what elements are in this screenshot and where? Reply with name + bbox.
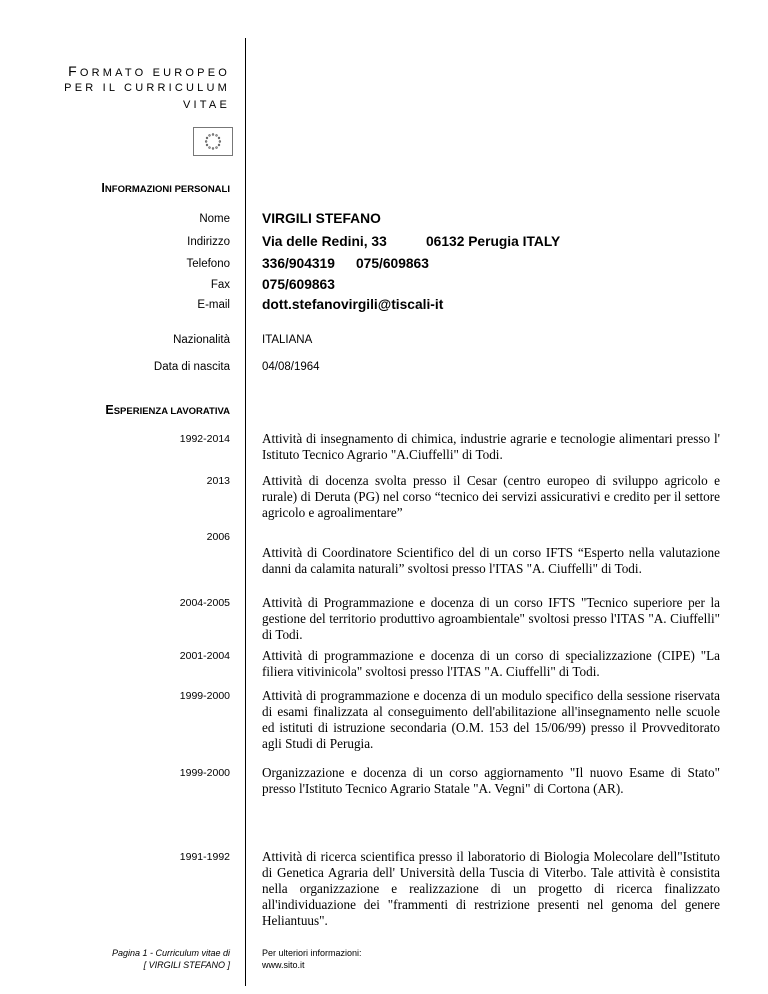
fax-label: Fax — [210, 279, 230, 291]
indirizzo-label: Indirizzo — [187, 236, 230, 248]
experience-description: Attività di docenza svolta presso il Cesar (centro europeo di sviluppo agricolo e rurale) di Deruta (PG) nel corso “tecnico dei servizi assicurativi e credito per il settore agricolo e agroalimentare” — [262, 473, 720, 520]
fax-value: 075/609863 — [262, 277, 335, 292]
nazionalita-label: Nazionalità — [173, 334, 230, 346]
nome-value: VIRGILI STEFANO — [262, 211, 381, 226]
experience-description: Organizzazione e docenza di un corso aggiornamento "Il nuovo Esame di Stato" presso l'Istituto Tecnico Agrario Statale "A. Vegni" di Cortona (AR). — [262, 765, 720, 796]
telefono-value-2: 075/609863 — [356, 256, 429, 271]
email-value: dott.stefanovirgili@tiscali-it — [262, 297, 444, 312]
experience-year: 1999-2000 — [179, 690, 230, 702]
title-line-2: PER IL CURRICULUM — [64, 82, 230, 94]
eu-flag-icon — [193, 127, 233, 156]
footer-page-info: Pagina 1 - Curriculum vitae di [ VIRGILI STEFANO ] — [111, 948, 230, 970]
telefono-label: Telefono — [186, 258, 230, 270]
telefono-value-1: 336/904319 — [262, 256, 335, 271]
nascita-value: 04/08/1964 — [262, 361, 320, 373]
nascita-label: Data di nascita — [153, 361, 230, 373]
nazionalita-value: ITALIANA — [262, 334, 313, 346]
experience-year: 2006 — [206, 531, 230, 543]
title-line-3: VITAE — [183, 99, 230, 111]
section-work-experience: ESPERIENZA LAVORATIVA — [105, 403, 230, 417]
section-personal-info: INFORMAZIONI PERSONALI — [101, 181, 230, 195]
experience-year: 1992-2014 — [179, 433, 230, 445]
column-divider — [245, 38, 246, 986]
indirizzo-city: 06132 Perugia ITALY — [426, 234, 561, 249]
experience-description: Attività di Coordinatore Scientifico del di un corso IFTS “Esperto nella valutazione danni da calamita naturali” svoltosi presso l'ITAS "A. Ciuffelli" di Todi. — [262, 545, 720, 576]
experience-description: Attività di Programmazione e docenza di un corso IFTS "Tecnico superiore per la gestione del territorio produttivo agroambientale" svoltosi presso l'ITAS "A. Ciuffelli" di Todi. — [262, 595, 720, 642]
experience-year: 2013 — [206, 475, 230, 487]
title-line-1: FORMATO EUROPEO — [68, 63, 230, 79]
experience-year: 2001-2004 — [179, 650, 230, 662]
experience-description: Attività di ricerca scientifica presso il laboratorio di Biologia Molecolare dell"Istituto di Genetica Agraria dell' Università della Tuscia di Viterbo. Tale attività è consistita nella organizzazione e realizzazione di un progetto di ricerca finalizzato all'individuazione dei "frammenti di restrizione presenti nel genoma del genere Heliantuus". — [262, 849, 720, 928]
experience-description: Attività di insegnamento di chimica, industrie agrarie e tecnologie alimentari presso l' Istituto Tecnico Agrario "A.Ciuffelli" di Todi. — [262, 431, 720, 462]
experience-description: Attività di programmazione e docenza di un modulo specifico della sessione riservata di esami finalizzata al conseguimento dell'abilitazione all'insegnamento nelle scuole ed istituti di istruzione secondaria (O.M. 153 del 15/06/99) presso il Provveditorato agli Studi di Perugia. — [262, 688, 720, 751]
experience-year: 2004-2005 — [179, 597, 230, 609]
experience-year: 1991-1992 — [179, 851, 230, 863]
nome-label: Nome — [199, 213, 230, 225]
indirizzo-value: Via delle Redini, 33 — [262, 234, 387, 249]
footer-more-info: Per ulteriori informazioni: www.sito.it — [262, 948, 362, 970]
experience-description: Attività di programmazione e docenza di un corso di specializzazione (CIPE) "La filiera vitivinicola" svoltosi presso l'ITAS "A. Ciuffelli" di Todi. — [262, 648, 720, 679]
experience-year: 1999-2000 — [179, 767, 230, 779]
email-label: E-mail — [197, 299, 230, 311]
